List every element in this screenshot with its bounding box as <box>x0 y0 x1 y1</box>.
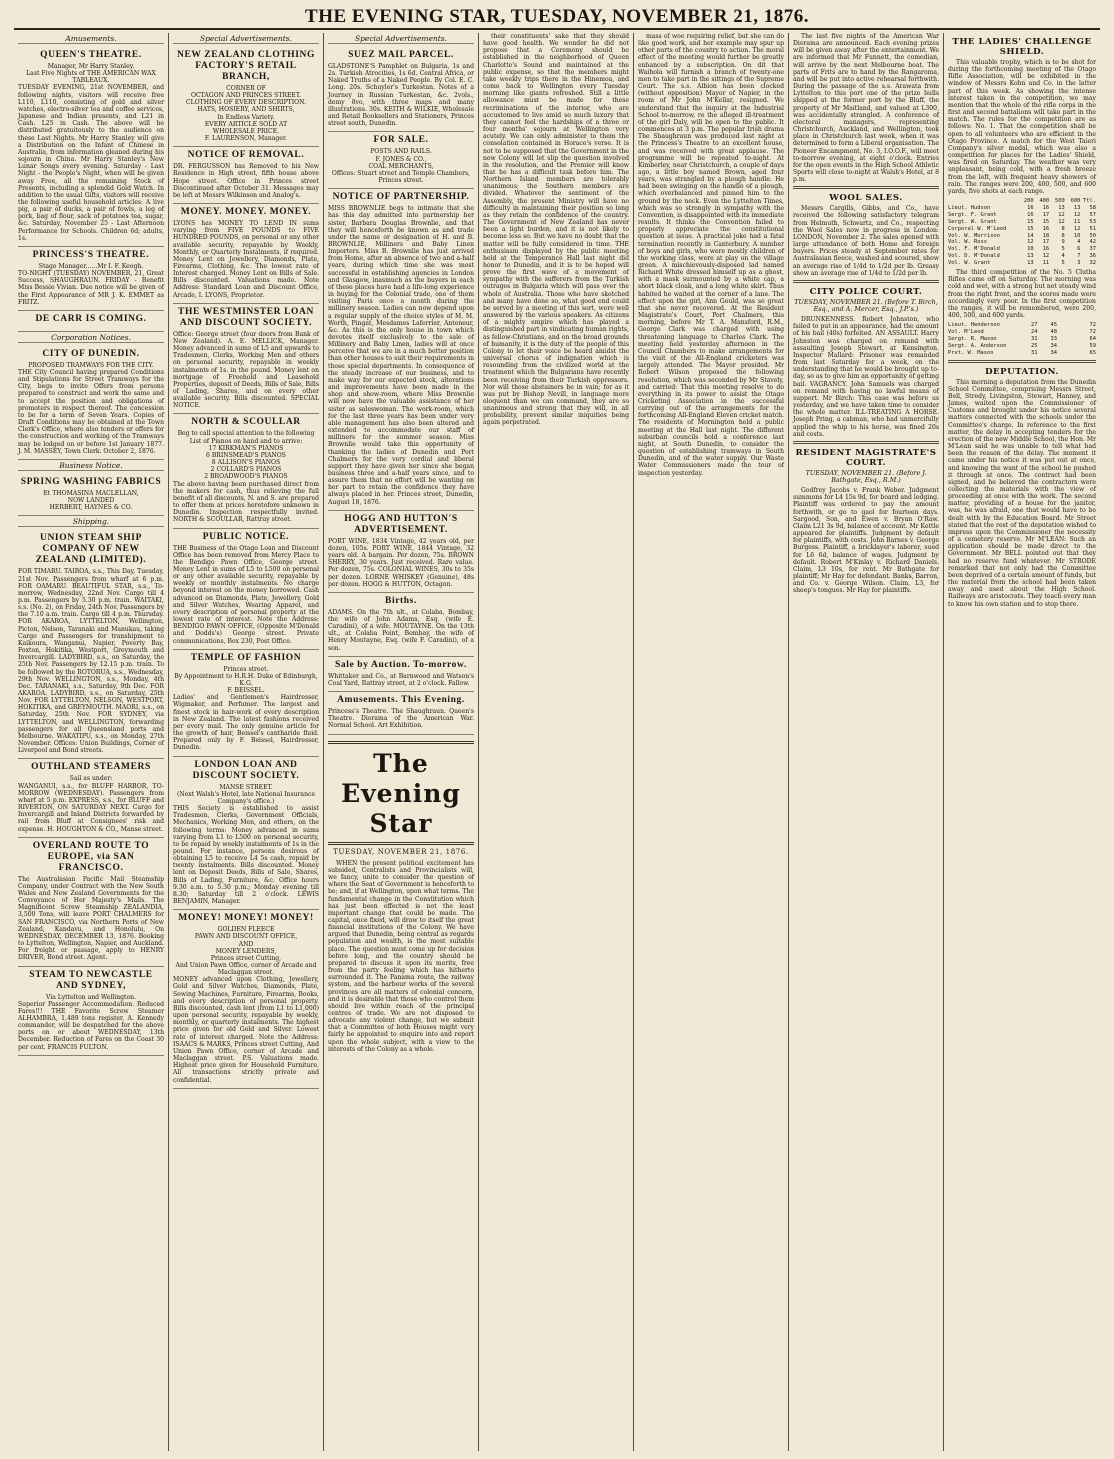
table-cell: 72 <box>1089 322 1096 329</box>
leader-article: WHEN the present political excitement has subsided, Centralists and Provincialists will, we fancy, unite to consider the question of where the Seat of Government is henceforth to be; and, if at Wellington, upon what terms. The fundamental change in the Constitution which has just been effected is not the least important change that could be made. The capital, once fixed, will draw to itself the great financial institutions of the Colony. We have argued that Dunedin, being central as regards population and wealth, is the most suitable place. The question must come up for decision before long, and the country should be prepared to discuss it upon its merits, free from the party feeling which has hitherto surrounded it. The Panama route, the railway system, and the harbour works of the several provinces are all matters of colonial concern, and it is desirable that those who control them should live within reach of the principal centres of trade. We are not disposed to advocate any violent change, but we submit that a Committee of both Houses might very fairly be appointed to enquire into and report upon the whole subject, with a view to the interests of the Colony as a whole. <box>328 859 474 1053</box>
table-row <box>948 233 1096 240</box>
ad-line: POSTS AND RAILS. <box>370 148 432 156</box>
ad-title: PUBLIC NOTICE. <box>202 531 290 542</box>
ad-body: FOR TIMARU. TAIROA, s.s., This Day, Tuesday, 21st Nov. Passengers from wharf at 6 p.m. FOR OAMARU. BEAUTIFUL STAR, s.s., To-morrow, Wednesday, 22nd Nov. Cargo till 4 p.m. Passengers by 5.30 p.m. train. WAITAKI, s.s. (No. 2), on Friday, 24th Nov. Passengers by the 7.10 a.m. train. Cargo till 4 p.m. Thursday. FOR AKAROA, LYTTELTON, Wellington, Picton, Nelson, Taranaki and Manukau, taking Cargo and Passengers for transhipment to Kaikoura, Wanganui, Napier, Poverty Bay, Foxton, Hokitika, Westport, Greymouth and Invercargill. LADYBIRD, s.s., on Saturday, the 25th Nov. Passengers by 12.15 p.m. train. To be followed by the ROTORUA, s.s., Wednesday, 29th Nov. WELLINGTON, s.s., Monday, 4th Dec. TARANAKI, s.s., Saturday, 9th Dec. FOR AKAROA. LADYBIRD, s.s., on Saturday, 25th Nov. FOR LYTTELTON, NELSON, WESTPORT, HOKITIKA, and GREYMOUTH. MAORI, s.s., on Saturday, 25th Nov. FOR SYDNEY, via LYTTELTON, and WELLINGTON, forwarding passengers for all Queensland ports and Melbourne. WAKATIPU, s.s., on Monday, 27th November. Offices: Union Buildings, Corner of Liverpool and Bond streets. <box>18 568 164 755</box>
ad-body: THE Business of the Otago Loan and Discount Office has been removed from Mercy Place to the Bendigo Pawn Office, George street. Money Lent in sums of L5 to L500 on personal or any other available security, repayable by weekly or monthly instalments. No charge beyond interest on the money borrowed. Cash advanced on Diamonds, Plate, Jewellery, Gold and Silver Watches, Wearing Apparel, and every description of personal property at the lowest rate of interest. Note the Address: BENDIGO PAWN OFFICE, (Opposite M'Donald and Dodds's) George street. Private communications, Box 230, Post Office. <box>173 544 319 645</box>
ad-title: FOR SALE. <box>373 135 429 146</box>
table-cell: 18 <box>1042 232 1050 239</box>
column-4 <box>479 33 634 1451</box>
ad-line: OCTAGON AND PRINCES STREET. <box>191 92 301 100</box>
table-row <box>948 350 1096 357</box>
advertisement <box>173 147 319 204</box>
deputation-article: This morning a deputation from the Dunedin School Committee, comprising Messrs Street, Bell, Stredy, Livingston, Stewart, Hanney, and James, waited upon the Commissioner of Customs and brought under his notice several matters connected with the schools under the Committee's charge. In reference to the first matter, the delay in accepting tenders for the erection of the new Middle School, the Hon. Mr M'Lean said he was unable to tell what had been the reason of the delay. The moment it came under his notice it was put out at once, and knowing the want of the school he pushed it through at once. The contract had been signed, and he believed the contractors were collecting the materials with the view of proceeding at once with the work. The second matter, providing of a house for the janitor, was, he was afraid, one that would have to be dealt with by the Education Board. Mr Street stated that the rest of the deputation wished to impress upon the Commissioner the necessity of a cemetery reserve. Mr M'LEAN: Such an application should be made direct to the Government. Mr BELL pointed out that they had no reserve fund whatever. Mr STRODE remarked that not only had the Committee been deprived of a certain amount of funds, but the material from the school had been taken away and used about the High School. Railways are aristocrats. They teach every man to know his own station and to stop there. <box>948 378 1096 608</box>
table-cell: 16 <box>1027 211 1034 218</box>
table-cell: 13 <box>1027 260 1034 267</box>
ad-title: CITY OF DUNEDIN. <box>42 348 140 359</box>
ad-title: HOGG AND HUTTON'S ADVERTISEMENT. <box>344 513 458 535</box>
rm-court-subhead: TUESDAY, NOVEMBER 21. (Before J. Bathgate, Esq., R.M.) <box>805 468 927 484</box>
table-cell <box>948 198 1018 205</box>
advertisement <box>18 838 164 967</box>
ad-body: Ladies' and Gentlemen's Hairdresser, Wigmaker, and Perfumer. The largest and finest stock in hair-work of every description in New Zealand. The latest fashions received per every mail. The only genuine article for the growth of hair, Beissel's cantharide fluid. Prepared only by F. Beissel, Hairdresser, Dunedin. <box>173 694 319 752</box>
leader-continued: their constituents' sake that they should have good health. We wonder he did not propose that a Ceremony should be established in the neighborhood of Queen Charlotte's Sound and maintained at the public expense, so that the members might take weekly trips there in the Hinemoa, and come back to Wellington every Tuesday morning like giants refreshed. Still a little allowance must be made for these recriminations of the interior, who are accustomed to live amid so much luxury that they cannot feel the hardships of a three or four months' sojourn at Wellington very acutely. We can only administer to them the consolation contained in Horace's verse. It is not to be supposed that the Government in the new Colony will let slip the question involved in the resolution, and the Premier will know that he has a difficult task before him. The Northern Island members are tolerably unanimous; the Southern members are divided. Whatever the sentiment of the Assembly, the present Ministry will have no difficulty in maintaining their position so long as they retain the confidence of the country. The Government of New Zealand has never been a light burden, and it is not likely to become less so. But we have no doubt that the matter will be fully considered in time. THE enthusiasm displayed by the public meeting held at the Temperance Hall last night did honor to Dunedin, and it is to be hoped will prove the first wave of a movement of sympathy with the sufferers from the Turkish outrages in Bulgaria which will pass over the whole of Australia. Those who have sketched and many have done so, what good end could be served by a meeting of this sort, were well answered by the various speakers. As citizens of a mighty empire which has played a distinguished part in vindicating human rights, as fellow-Christians, and on the broad grounds of humanity, it is the duty of the people of this Colony to let their voice be heard amidst the universal chorus of indignation which is resounding from the civilized world at the treatment which the Bulgarians have recently been receiving from their Turkish oppressors. Nor will those abstainers be in vain; for as it was put by Bishop Nevill, in language more eloquent than we can command, they are so unanimous and strong that they will, in all probability, prevent similar iniquities being again perpetrated. <box>483 33 629 427</box>
column-7 <box>944 33 1100 1451</box>
table-cell: 4 <box>1061 253 1065 260</box>
ad-line: F. LAURENSON, Manager. <box>204 135 288 143</box>
table-cell: 31 <box>1031 335 1038 342</box>
police-court-subhead: TUESDAY, NOVEMBER 21. (Before T. Birch, Esq., and A. Mercer, Esq., J.P.'s.) <box>794 297 938 313</box>
table-cell: 53 <box>1089 218 1096 225</box>
table-cell: 5 <box>1061 260 1065 267</box>
table-cell: 57 <box>1089 211 1096 218</box>
section-heading: Special Advertisements. <box>173 34 319 44</box>
local-news-continued: The last five nights of the American War Diorama are announced. Each evening prizes will be given away after the entertainment. We are informed that Mr Funnett, the comedian, will arrive by the next Melbourne boat. The parts of Frits are to hand by the Rangaroma, and will be put into active rehearsal forthwith. During the passage of the s.s. Arawata from Lyttelton to this port one of the prize bulls shipped at the former port by the Bluff, the property of Mr Maitland, and valued at L300, was accidentally strangled. A conference of electoral managers, representing Christchurch, Auckland, and Wellington, took place in Christchurch last week, when it was determined to form a Liberal organisation. The Pioneer Encampment, No. 3, I.O.O.F., will meet to-morrow evening, at eight o'clock. Entries for the open events in the High School Athletic Sports will close to-night at Walsh's Hotel, at 8 p.m. <box>793 33 939 184</box>
section-heading: Special Advertisements. <box>328 34 474 44</box>
table-row <box>948 260 1096 267</box>
table-cell: 33 <box>1050 335 1057 342</box>
police-court-heading: CITY POLICE COURT. <box>809 286 923 297</box>
table-cell: 13 <box>1073 204 1081 211</box>
table-cell: 400 <box>1039 197 1050 204</box>
table-cell: 12 <box>1073 211 1081 218</box>
ad-body: The above having been purchased direct from the makers for cash, thus relieving the full benefit of all discounts, N. and S. are prepared to offer them at prices heretofore unknown in Dunedin. Inspection respectfully invited. NORTH & SCOULLAR, Rattray street. <box>173 480 319 524</box>
table-cell: 36 <box>1089 253 1096 260</box>
column-2 <box>169 33 324 1451</box>
wool-sales-article: Messrs Cargills, Gibbs, and Co., have received the following satisfactory telegram from Helmuth, Schwartz, and Co., respecting the Wool Sales now in progress in London: LONDON, November 2. The sales opened with large attendance of both Home and foreign buyers. Prices steady at September rates for Australasian fleece, washed and scoured, show an average rise of 1/4d to 1/2d per lb. Greasy show an average rise of 1/4d to 1/2d per lb. <box>793 205 939 277</box>
shield-article-2: The third competition of the No. 5 Clutha Rifles came off on Saturday. The morning was cold and wet, with a strong but not steady wind from the right front, and the scores made were accordingly very poor. In the first competition the ranges, it will be remembered, were 200, 400, 500, and 600 yards. <box>948 269 1096 319</box>
table-row <box>948 219 1096 226</box>
column-1 <box>14 33 169 1451</box>
table-cell: 15 <box>1042 218 1050 225</box>
ad-line: PROPOSED TRAMWAYS FOR THE CITY. <box>28 361 154 369</box>
table-cell: 8 <box>1061 232 1065 239</box>
table-cell: 14 <box>1027 232 1034 239</box>
masthead: THE EVENING STAR, TUESDAY, NOVEMBER 21, 1876. <box>14 6 1100 30</box>
table-row <box>948 253 1096 260</box>
ad-body: Office: George street (four doors from Bank of New Zealand). A. E. MELLICK, Manager. Money advanced in sums of L5 and upwards to Tradesmen, Clerks, Working Men and others on personal security, repayable in weekly instalments of 1s. in the pound. Money lent on mortgage of Freehold and Leasehold Properties, deposit of Deeds, Bills of Sale, Bills of Lading, Shares, and on every other available security. Bills discounted. SPECIAL NOTICE. <box>173 330 319 410</box>
ad-title: Births. <box>385 595 417 606</box>
ad-line: NOW LANDED <box>67 497 115 505</box>
table-cell: 58 <box>1089 204 1096 211</box>
table-row <box>948 226 1096 233</box>
table-cell: 12 <box>1058 218 1065 225</box>
advertisement <box>173 304 319 415</box>
ad-title: UNION STEAM SHIP COMPANY OF NEW ZEALAND (LIMITED). <box>35 533 147 566</box>
table-cell: 50 <box>1089 232 1096 239</box>
table-row <box>948 246 1096 253</box>
ad-title: DE CARR IS COMING. <box>35 313 147 324</box>
table-cell: 11 <box>1073 218 1081 225</box>
ad-line: Et THOMASINA MACLELLAN, <box>43 489 139 497</box>
ad-line: Princes street Cutting, <box>210 954 282 962</box>
ad-title: PRINCESS'S THEATRE. <box>32 249 150 260</box>
advertisement <box>173 757 319 911</box>
table-cell: 13 <box>1058 204 1065 211</box>
ad-line: (Next Walsh's Hotel, late National Insurance Company's office.) <box>176 790 316 805</box>
table-cell: 16 <box>1027 204 1034 211</box>
ad-line: And Union Pawn Office, corner of Arcade and Maclaggan street. <box>175 962 317 977</box>
ad-body: THE City Council having prepared Conditions and Stipulations for Street Tramways for the City, begs to invite Offers from persons prepared to construct and work the same and to accept the position and obligations of promoters in respect thereof. The concession to be for a term of Seven Years. Copies of Draft Conditions may be obtained at the Town Clerk's Office, where also tenders or offers for the construction and working of the Tramways may be lodged on or before 1st January 1877. J. M. MASSEY, Town Clerk. October 2, 1876. <box>18 369 164 455</box>
ad-line: Via Lyttelton and Wellington. <box>45 993 137 1001</box>
ad-line: In Endless Variety. <box>217 113 275 121</box>
ad-line: PAWN AND DISCOUNT OFFICE, <box>194 933 298 941</box>
nameplate-title: The Evening Star <box>341 748 461 838</box>
ad-title: LONDON LOAN AND DISCOUNT SOCIETY. <box>192 759 300 781</box>
advertisement <box>18 247 164 311</box>
ad-title: STEAM TO NEWCASTLE AND SYDNEY, <box>29 969 153 991</box>
wool-sales-heading: WOOL SALES. <box>829 193 903 204</box>
advertisement <box>328 593 474 657</box>
advertisement <box>328 692 474 734</box>
table-cell: Ttl. <box>1082 197 1096 204</box>
columns <box>14 33 1100 1451</box>
table-cell: 45 <box>1050 322 1057 329</box>
ad-title: MONEY. MONEY. MONEY. <box>180 207 312 218</box>
advertisement <box>173 650 319 757</box>
table-cell: 34 <box>1050 349 1057 356</box>
ad-title: QUEEN'S THEATRE. <box>40 50 142 60</box>
table-cell <box>1057 322 1077 329</box>
table-cell: 8 <box>1061 225 1065 232</box>
table-cell: Vol. D. M'Donald <box>948 253 1000 260</box>
table-row <box>948 239 1096 246</box>
table-cell: 48 <box>1050 329 1057 336</box>
ad-body: PORT WINE, 1834 Vintage, 42 years old, per dozen, 105s. PORT WINE, 1844 Vintage, 32 years old. A bargain. Per dozen, 75s. BROWN SHERRY, 30 years. Just received. Rare value. Per dozen, 75s. COLONIAL WINES, 30s to 35s per dozen. LORNE WHISKEY (Genuine), 48s per dozen. HOGG & HUTTON, Octagon. <box>328 537 474 588</box>
table-cell: Vol. F. M'Donald <box>948 246 1000 253</box>
ad-line: By Appointment to H.R.H. Duke of Edinburgh, K.G. <box>174 672 318 687</box>
table-cell: Vol. M'Leod <box>948 329 984 336</box>
ad-title: TEMPLE OF FASHION <box>190 652 302 663</box>
ad-line: HATS, HOSIERY, AND SHIRTS, <box>197 106 295 114</box>
ad-line: GOLDEN FLEECE <box>217 926 275 934</box>
advertisement <box>173 204 319 304</box>
rm-court-heading: RESIDENT MAGISTRATE'S COURT. <box>795 447 937 468</box>
table-cell: 5 <box>1061 246 1065 253</box>
table-cell: Sergt. R. Mason <box>948 335 997 342</box>
advertisement <box>173 529 319 650</box>
ad-line: 17 KIRKMAN'S PIANOS <box>208 444 284 452</box>
ad-line: Beg to call special attention to the following List of Pianos on hand and to arrive: <box>177 430 315 445</box>
ad-title: NORTH & SCOULLAR <box>191 417 301 428</box>
ad-line: Princes street. <box>223 665 269 673</box>
ad-title: Amusements. This Evening. <box>337 695 465 706</box>
advertisement <box>18 346 164 460</box>
table-cell: 37 <box>1089 246 1096 253</box>
ad-body: Princess's Theatre. The Shaughraun. Queen's Theatre. Diorama of the American War. Normal School. Art Exhibition. <box>328 708 474 730</box>
ad-body: ADAMS. On the 7th ult., at Colaba, Bombay, the wife of John Adams, Esq. (wife E. Caradini), of a wife. MOUTAYNE. On the 13th ult., at Colaba Point, Bombay, the wife of Henry Moutayne, Esq. (wife F. Caradini), of a son. <box>328 608 474 652</box>
table-cell: 15 <box>1027 225 1034 232</box>
advertisement <box>328 47 474 132</box>
table-cell: 15 <box>1027 218 1034 225</box>
advertisement <box>18 759 164 837</box>
table-cell: 24 <box>1031 329 1038 336</box>
table-row <box>948 198 1096 205</box>
table-cell: 12 <box>1073 225 1081 232</box>
table-row <box>948 329 1096 336</box>
shield-article: This valuable trophy, which is to be shot for during the forthcoming meeting of the Otago Rifle Association, will be exhibited in the window of Messrs Kohn and Co. in the latter part of this week. As showing the intense interest taken in the competition, we may mention that the whole of the rifle corps in the first and second battalions will take part in the match. The rules for the competition are as follows: No. 1. That the competition shall be open to all volunteers who are efficient in the Otago Province. A match for the West Taieri Company's silver medal, which was also a competition for places for the Ladies' Shield, was fired on Saturday. The weather was very unpleasant, being cold, with a fresh breeze from the left, with frequent heavy showers of rain. The ranges were 200, 400, 500, and 600 yards, five shots at each range. <box>948 59 1096 195</box>
table-cell: Sergt. F. Grant <box>948 211 997 218</box>
table-row <box>948 336 1096 343</box>
ad-line: Offices: Stuart street and Temple Chambers, Princes street. <box>331 169 471 185</box>
ad-line: Stage Manager......Mr I. F. Keogh. <box>38 262 144 270</box>
section-heading: Shipping. <box>18 517 164 527</box>
table-cell: 25 <box>1031 342 1038 349</box>
table-cell: 12 <box>1058 211 1065 218</box>
dateline: TUESDAY, NOVEMBER 21, 1876. <box>333 847 469 856</box>
table-cell: 500 <box>1055 197 1065 204</box>
ad-line: COAL MERCHANTS, <box>368 162 434 170</box>
ad-line: CORNER OF <box>226 85 266 92</box>
table-cell: 32 <box>1089 260 1096 267</box>
ad-line: F. JONES & CO., <box>375 155 427 163</box>
scores-table-2 <box>948 322 1096 357</box>
ad-line: F. BEISSEL. <box>227 687 265 695</box>
ad-body: MONEY advanced upon Clothing, Jewellery, Gold and Silver Watches, Diamonds, Plate, Sewing Machines, Furniture, Firearms, Books, and every description of personal property. Bills discounted, cash lent (from L1 to L1,000) upon personal security, repayable by weekly, monthly, or quarterly instalments. The highest price given for old Gold and Silver. Lowest rate of interest charged. Note the Address: ISAACS & MARKS, Princes street Cutting, And Union Pawn Office, corner of Arcade and Maclaggan street. P.S. Valuations made. Highest price given for Household Furniture. All transactions strictly private and confidential. <box>173 976 319 1084</box>
table-cell: 17 <box>1042 211 1050 218</box>
advertisement <box>18 474 164 516</box>
ad-line: 2 BROADWOOD'S PIANOS <box>204 473 288 481</box>
table-cell: 42 <box>1089 239 1096 246</box>
table-cell: 51 <box>1089 225 1096 232</box>
ad-title: NEW ZEALAND CLOTHING FACTORY'S RETAIL BRANCH, <box>177 50 315 82</box>
ad-body: Whittaker and Co., at Barnwood and Watson's Coal Yard, Rattray street, at 2 o'clock. Fallow. <box>328 672 474 687</box>
table-row <box>948 343 1096 350</box>
ad-line: HERBERT, HAYNES & CO. <box>49 504 133 512</box>
table-cell: 13 <box>1027 253 1034 260</box>
table-cell <box>1057 329 1077 336</box>
ad-title: NOTICE OF REMOVAL. <box>187 150 305 161</box>
ad-line: EVERY ARTICLE SOLD AT <box>204 120 288 128</box>
table-cell: 72 <box>1089 329 1096 336</box>
advertisement <box>328 511 474 593</box>
table-cell: 6 <box>1077 246 1081 253</box>
advertisement <box>18 967 164 1056</box>
column-3 <box>324 33 479 1451</box>
advertisement <box>328 657 474 692</box>
table-cell: 10 <box>1073 232 1081 239</box>
ad-body: MISS BROWNLIE begs to intimate that she has this day admitted into partnership her sister, Barbara Douglas Brownlie, and that they will henceforth be known as and trade under the name or designation of H. and B. BROWNLIE, Milliners and Baby Linen Importers. Miss B. Brownlie has just arrived from Home, after an absence of two and a-half years, during which time she was most successful in establishing agencies in London and Glasgow, inasmuch as the buyers in each of these places have had a life-long experience in buying for the Colonial trade, one of them visiting Paris once a month during the millinery season. Ladies can now depend upon a regular supply of the choice styles of M. M. Worth, Pingat, Mesdames Laferrier, Anteneur, &c. As this is the only house in town which devotes itself exclusively to the sale of Millinery and Baby Linen, ladies will at once perceive that we are in a much better position than other houses to suit their requirements in those special departments. In consequence of the steady increase of our business, and to make way for our expected stock, alterations and improvements have been made in the shop and show-room, where Miss Brownlie will now have the valuable assistance of her sister as saleswoman. The work-room, which for the last three years has been under very able management has also been altered and extended to accommodate our staff of milliners for the summer season. Miss Brownlie would take this opportunity of thanking the ladies of Dunedin and Port Chalmers for the very cordial and liberal support they have given her since she began business three and a-half years since, and to assure them that no effort will be wanting on her part to retain the confidence they have always placed in her. Princes street, Dunedin, August 18, 1876. <box>328 205 474 506</box>
ad-line: WHOLESALE PRICE. <box>212 127 280 135</box>
ad-body: The Australasian Pacific Mail Steamship Company, under Contract with the New South Wales and New Zealand Governments for the Conveyance of Her Majesty's Mails. The Magnificent Screw Steamship ZEALANDIA, 3,500 Tons, will leave PORT CHALMERS for SAN FRANCISCO, via Northern Ports of New Zealand, Kandavu, and Honolulu, On WEDNESDAY, DECEMBER 13, 1876. Booking to Lyttelton, Wellington, Napier, and Auckland. For freight or passage, apply to HENRY DRIVER, Bond street. Agent. <box>18 875 164 962</box>
table-cell: Vol. W. Ross <box>948 239 987 246</box>
ad-title: MONEY! MONEY! MONEY! <box>178 913 314 924</box>
table-cell: Prvt. W. Mason <box>948 349 994 356</box>
table-cell: 34 <box>1050 342 1057 349</box>
table-cell: 59 <box>1089 342 1096 349</box>
table-row <box>948 212 1096 219</box>
advertisement <box>328 132 474 189</box>
rm-court-article: Godfrey Jacobs v. Frank Weber. Judgment summons for L4 15s 9d, for board and lodging. Plaintiff was ordered to pay the amount forthwith, or go to gaol for fourteen days. Sargood, Son, and Ewen v. Bryan O'Raw. Claim L21 3s 9d, balance of account. Mr Kettle appeared for plaintiffs. Judgment by default for plaintiffs, with costs. John Barnes v. George Burgess. Plaintiff, a bricklayer's laborer, sued for L6 6d, balance of wages. Judgment by default. Robert M'Kinlay v. Richard Daniels. Claim, L3 10s, for rent. Mr Bathgate for plaintiff; Mr Hay for defendant. Banks, Barron, and Co. v. George Wilson. Claim, L3, for sheep's tongues. Mr Hay for plaintiffs. <box>793 487 939 595</box>
table-cell: 16 <box>1042 225 1050 232</box>
column-5 <box>634 33 789 1451</box>
ad-line: 6 BRINSMEAD'S PIANOS <box>206 451 286 459</box>
table-cell: 64 <box>1089 335 1096 342</box>
table-cell: 16 <box>1042 204 1050 211</box>
ad-line: MANSE STREET. <box>219 783 273 791</box>
advertisement <box>18 47 164 247</box>
scores-table <box>948 198 1096 267</box>
local-news: mass of woe requiring relief, but she can do like good work, and her example may spur up other parts of the country to action. The moral effect of the meeting would further be greatly enhanced by a subscription. On dit that Waihola will furnish a branch of twenty-one men to take part in the sittings of the Supreme Court. The s.s. Albion has been clocked (without opposition) Mayor of Napier, in the room of Mr John M'Kellar, resigned. We understand that the inquiry at the Industrial School to-morrow, re the alleged ill-treatment of the girl Daly, will be open to the public. It commences at 3 p.m. The popular Irish drama The Shaughraun was produced last night at the Princess's Theatre to an excellent house, and was received with great applause. The programme will be repeated to-night. At Kimberley, near Christchurch, a couple of days ago, a little boy named Brown, aged four years, was strangled by a plough handle. He had been swinging on the handle of a plough, which overbalanced and pinned him to the ground by the neck. Even the Lyttelton Times, which was so strongly in sympathy with the Convention, is disappointed with its immediate results. It thinks the Convention failed to properly appreciate the constitutional question at issue. A practical joke had a fatal termination recently in Canterbury. A number of boys and girls, who were mostly children of the working class, were at play on the village green. A mischievously-disposed lad named Richard White dressed himself up as a ghost, with a mask surmounted by a white cap, a short black cloak, and a long white skirt. Thus habited he waited at the corner of a lane. The effect upon the girl, Ann Gould, was so great that she never recovered. At the Resident Magistrate's Court, Port Chalmers, this morning, before Mr T. A. Mansford, R.M., George Clark was charged with using threatening language to Charles Clark. The meeting held yesterday afternoon in the Council Chambers to make arrangements for the visit of the All-England cricketers was largely attended. The Mayor presided. Mr Robert Wilson proposed the following resolution, which was seconded by Mr Stavely, and carried: That this meeting resolve to do everything in its power to assist the Otago Cricketing Association in the successful carrying out of the arrangements for the forthcoming All-England Eleven cricket match. The residents of Mornington held a public meeting at the Hall last night. The different suburban councils hold a conference last night, at South Dunedin, to consider the question of establishing tramways in South Dunedin, and of the water supply. Our Waste Water Commissioners made the tour of inspection yesterday. <box>638 33 784 477</box>
table-cell: Corporal W. M'Leod <box>948 225 1007 232</box>
table-cell: Sergt. A. Anderson <box>948 342 1007 349</box>
ad-line: Last Five Nights of THE AMERICAN WAX TABLEAUX. <box>26 70 156 85</box>
table-cell: 16 <box>1042 246 1050 253</box>
advertisement <box>173 910 319 1088</box>
table-cell: Vol. W. Morrison <box>948 232 1000 239</box>
ad-body: TUESDAY EVENING, 21st NOVEMBER, and following nights, visitors will receive free L110, L110, consisting of gold and silver watches, electro-silver tea and coffee services, Japanese and Indian presents, and L21 in Cash. L25 in Cash. The above will be distributed gratuitously to the audience on these Last Nights. Mr Harry Stanley will give a Distribution on the Infant of Chinese in Australia, from information gleaned during his sojourn in China. Mr Harry Stanley's New Lunar Songs every evening. Saturday - Last Night - the People's Night, when will be given away Free, all the remaining Stock of Presents, including a splendid Gold Watch. In addition to the usual Gifts, visitors will receive the following useful household articles: A live pig, a pair of ducks, a pair of fowls, a leg of pork, bag of flour, sack of potatoes tea, sugar, &c. Saturday, November 25 - Last Afternoon Performance for Schools. Children 6d; adults, 1s. <box>18 84 164 242</box>
table-cell: Lieut. Hudson <box>948 204 991 211</box>
nameplate <box>328 741 474 845</box>
table-cell <box>1057 343 1077 350</box>
ad-title: SUEZ MAIL PARCEL. <box>348 50 454 60</box>
table-cell: 200 <box>1023 197 1034 204</box>
section-heading: Business Notice. <box>18 461 164 471</box>
table-cell: 11 <box>1042 260 1050 267</box>
table-cell: 12 <box>1027 239 1034 246</box>
ad-title: NOTICE OF PARTNERSHIP. <box>332 192 470 203</box>
ad-body: THIS Society is established to assist Tradesmen, Clerks, Government Officials, Mechanics, Working Men, and others, on the following terms: Money advanced in sums varying from L1 to L500 on personal security, to be repaid by weekly instalments of 1s in the pound. For instance, persons desirous of obtaining L5 to receive L4 5s cash, repaid by twenty instalments. Bills discounted. Money lent on Deposit Deeds, Bills of Sale, Shares, Bills of Lading, Furniture, &c. Office hours 9.30 a.m. to 5.30 p.m.; Monday evening till 8.30; Saturday till 2 o'clock. LEWIS BENJAMIN, Manager. <box>173 805 319 906</box>
table-cell: 27 <box>1031 322 1038 329</box>
deputation-heading: DEPUTATION. <box>985 366 1059 377</box>
ad-title: OVERLAND ROUTE TO EUROPE, via SAN FRANCISCO. <box>32 840 150 873</box>
ad-body: DR. FERGUSSON has Removed to his New Residence in High street, fifth house above Hope street. Office in Princes street Discontinued after October 31. Messages may be left at Messrs Wilkinson and Analog's. <box>173 163 319 199</box>
ad-line: CLOTHING OF EVERY DESCRIPTION. <box>185 99 307 107</box>
ad-line: MONEY LENDERS, <box>215 947 277 955</box>
table-cell: Lieut. Henderson <box>948 322 1000 329</box>
police-court-article: DRUNKENNESS. Robert Johnston, who failed to put in an appearance, had the amount of his bail (40s) forfeited. AN ASSAULT. Harry Johnston was charged on remand with assaulting Joseph Stewart, at Kensington. Inspector Mallard: Prisoner was remanded from last Saturday for a week, on the understanding that he would be brought up to-day, so as to give him an opportunity of getting bail. VAGRANCY. John Samuels was charged on remand with having no lawful means of support. Mr Birch: This case was before us yesterday, and we have taken time to consider the whole matter. ILL-TREATING A HORSE. Joseph Pring, a cabman, who had unmercifully applied the whip to his horse, was fined 20s and costs. <box>793 316 939 438</box>
ad-line: Sail as under: <box>69 775 113 783</box>
table-cell: 10 <box>1027 246 1034 253</box>
ad-title: OUTHLAND STEAMERS <box>31 762 151 773</box>
ad-body: TO-NIGHT (TUESDAY) NOVEMBER, 21, Great Success, SHAUGHRAUN. FRIDAY - Benefit Miss Bessie Vivian. Due notice will be given of the First Appearance of MR J. K. EMMET as FRITZ. <box>18 270 164 306</box>
ad-body: GLADSTONE'S Pamphlet on Bulgaria, 1s and 2s. Turkish Atrocities, 1s 6d. Central Africa, or Naked Truths of a Naked People. By Col. E. C. Long. 20s. Schuyler's Turkestan. Notes of a Journey in Russian Turkestan, &c. 2vols., demy 8vo, with three maps and many illustrations. 30s. KEITH & WILKIE, Wholesale and Retail Booksellers and Stationers, Princes street south, Dunedin. <box>328 63 474 128</box>
ad-line: Manager, Mr Harry Stanley. <box>47 63 135 70</box>
table-cell <box>1057 336 1077 343</box>
table-row <box>948 205 1096 212</box>
ad-line: 8 ALLISON'S PIANOS <box>211 459 281 467</box>
table-cell: 7 <box>1077 253 1081 260</box>
table-row <box>948 322 1096 329</box>
advertisement <box>173 47 319 147</box>
table-cell: Sergt. W. Grant <box>948 218 997 225</box>
column-6 <box>789 33 944 1451</box>
table-cell: 4 <box>1077 239 1081 246</box>
ad-title: SPRING WASHING FABRICS <box>20 476 162 487</box>
table-cell: 600 <box>1070 197 1081 204</box>
ad-body: Superior Passenger Accommodation. Reduced Fares!!! THE Favorite Screw Steamer ALHAMBRA, 1,489 tons register, A. Kennedy commander, will be despatched for the above ports on or about WEDNESDAY, 13th December. Reduction of Fares on the Coast 30 per cent. FRANCIS FULTON. <box>18 1000 164 1051</box>
ad-body: WANGANUI, s.s., for BLUFF HARBOR, TO-MORROW (WEDNESDAY). Passengers from wharf at 5 p.m. EXPRESS, s.s., for BLUFF and RIVERTON, ON SATURDAY NEXT. Cargo for Invercargill and Inland Districts forwarded by rail from Bluff at Consignees' risk and expense. H. HOUGHTON & CO., Manse street. <box>18 782 164 833</box>
ad-title: Sale by Auction. To-morrow. <box>335 659 467 670</box>
advertisement <box>328 189 474 511</box>
table-cell: 31 <box>1031 349 1038 356</box>
table-cell: 3 <box>1077 260 1081 267</box>
table-cell: 9 <box>1061 239 1065 246</box>
ad-line: 2 COLLARD'S PIANOS <box>210 466 282 474</box>
table-cell: 65 <box>1089 349 1096 356</box>
section-heading: Corporation Notices. <box>18 333 164 343</box>
table-cell: 17 <box>1042 239 1050 246</box>
section-heading: Amusements. <box>18 34 164 44</box>
advertisement <box>18 530 164 759</box>
ad-body: LYONS has MONEY TO LEND IN sums varying from FIVE POUNDS to FIVE HUNDRED POUNDS, on personal or any other available security, repayable by Weekly, Monthly, or Quarterly Instalments, if required. Money Lent on Jewellery, Diamonds, Plate, Firearms, Clothing, &c. The lowest rate of Interest charged. Money Lent on Bills of Sale. Bills discounted. Valuations made. Note Address: Standard Loan and Discount Office, Arcade, I. LYONS, Proprietor. <box>173 220 319 299</box>
ad-line: AND <box>238 940 254 948</box>
ad-title: THE WESTMINSTER LOAN AND DISCOUNT SOCIETY. <box>178 306 314 328</box>
table-cell: 12 <box>1042 253 1050 260</box>
advertisement <box>173 414 319 528</box>
table-cell <box>1057 350 1077 357</box>
advertisement <box>18 311 164 332</box>
table-cell: Vol. W. Grant <box>948 260 991 267</box>
shield-heading: THE LADIES' CHALLENGE SHIELD. <box>952 37 1092 57</box>
